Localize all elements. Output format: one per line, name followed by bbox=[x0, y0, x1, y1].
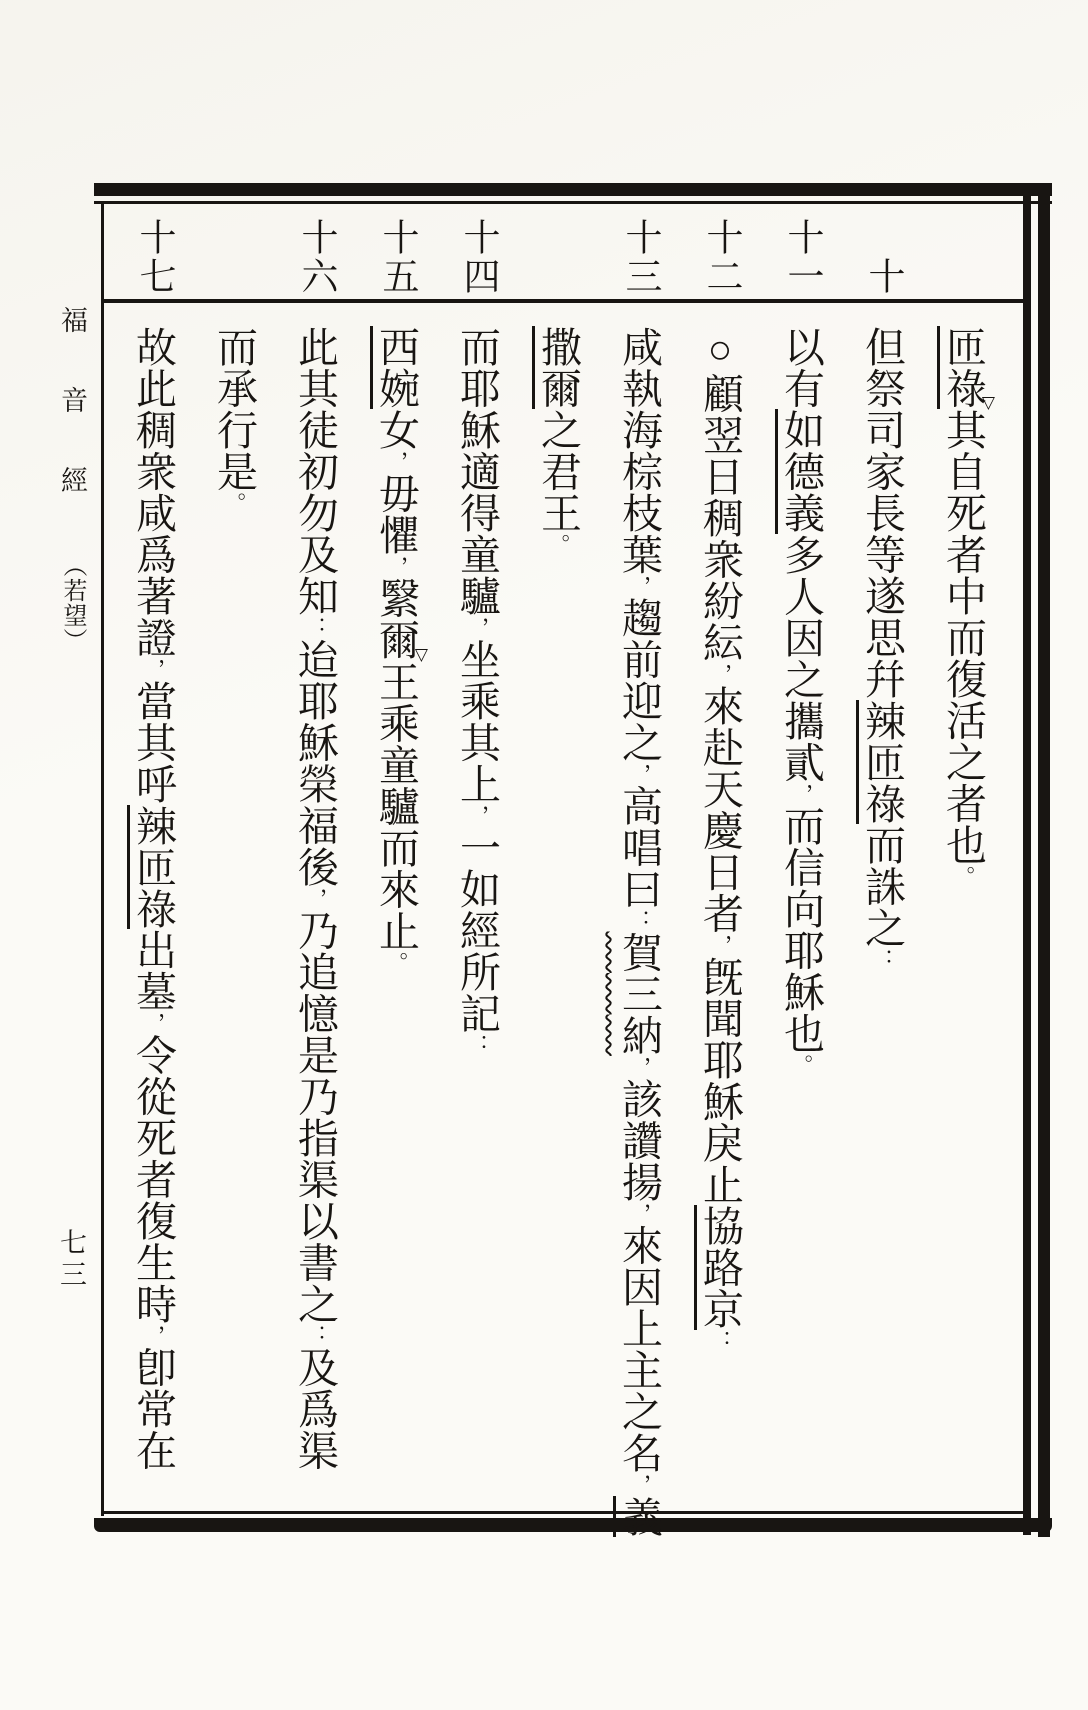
punctuation: ， bbox=[384, 555, 409, 578]
text-run: 咸執海棕枝葉，趨前迎之，高唱曰： bbox=[616, 326, 662, 932]
text-run: 而承行是。 bbox=[211, 326, 257, 514]
text-run: ○顧翌日稠衆紛紜，來赴天慶日者，旣聞耶穌戾止 bbox=[697, 326, 743, 1205]
verse-number-empty bbox=[923, 206, 1004, 302]
punctuation: 。 bbox=[789, 1053, 814, 1076]
verse-number: 十五 bbox=[376, 218, 417, 296]
punctuation: 。 bbox=[546, 533, 571, 556]
text-column bbox=[599, 326, 680, 1537]
text-run bbox=[697, 1330, 743, 1352]
text-run: 之君王。 bbox=[535, 409, 581, 556]
punctuation: ， bbox=[627, 575, 652, 597]
proper-name-mark: 匝祿 bbox=[937, 326, 986, 409]
text-column bbox=[842, 326, 923, 1518]
text-run: 女，毋懼，繄爾 bbox=[373, 409, 419, 661]
proper-name-mark: 辣匝祿 bbox=[127, 805, 176, 930]
text-column bbox=[356, 326, 437, 1518]
book-subtitle-text: （若望） bbox=[59, 552, 85, 653]
punctuation: ， bbox=[303, 887, 328, 910]
proper-name-mark: 協路京 bbox=[694, 1205, 743, 1330]
punctuation: ， bbox=[627, 1202, 652, 1225]
text-run: 出墓，令從死者復生時，卽常在 bbox=[130, 929, 176, 1471]
text-run: 多人因之攜貳，而信向耶穌也。 bbox=[778, 533, 824, 1076]
text-run: ，該讚揚，來因上主之名， bbox=[616, 1056, 662, 1496]
punctuation: ， bbox=[627, 1056, 652, 1078]
text-run: 而誅之： bbox=[859, 824, 905, 971]
punctuation: ： bbox=[870, 948, 895, 971]
verse-number: 十七 bbox=[133, 218, 174, 296]
verse-number: 十三 bbox=[619, 218, 660, 296]
text-column bbox=[275, 326, 356, 1518]
page-number: 七三 bbox=[56, 1228, 86, 1292]
punctuation: ： bbox=[465, 1034, 490, 1056]
text-run: 其自死者中而復活之者也。 bbox=[940, 409, 986, 888]
verse-number: 十二 bbox=[700, 218, 741, 296]
punctuation: ： bbox=[303, 616, 328, 639]
punctuation: ， bbox=[141, 1012, 166, 1034]
proper-name-mark: 辣匝祿 bbox=[856, 700, 905, 825]
verse-number-empty bbox=[194, 206, 275, 302]
punctuation: ： bbox=[708, 1329, 733, 1352]
punctuation: ， bbox=[141, 658, 166, 680]
frame-right-outer-border bbox=[1038, 183, 1050, 1537]
punctuation: ， bbox=[465, 804, 490, 827]
punctuation: ， bbox=[708, 934, 733, 956]
punctuation: ， bbox=[708, 663, 733, 685]
punctuation: ： bbox=[627, 909, 652, 932]
frame-top-thin-border bbox=[94, 201, 1052, 204]
frame-top-thick-border bbox=[94, 183, 1052, 196]
punctuation: 。 bbox=[384, 951, 409, 973]
punctuation: ， bbox=[141, 1324, 166, 1347]
verse-number-empty bbox=[518, 206, 599, 302]
punctuation: ： bbox=[303, 1324, 328, 1347]
book-title bbox=[52, 306, 92, 666]
proper-name-mark: 如德義 bbox=[775, 409, 824, 534]
text-run: 而耶穌適得童驢，坐乘其上，一如經所記： bbox=[454, 326, 500, 1056]
punctuation: ， bbox=[789, 782, 814, 805]
punctuation: 。 bbox=[951, 865, 976, 888]
verse-number: 十 bbox=[862, 257, 903, 296]
verse-number: 十四 bbox=[457, 218, 498, 296]
punctuation: ， bbox=[384, 450, 409, 473]
text-column bbox=[923, 326, 1004, 1518]
text-run: 以有 bbox=[778, 326, 824, 409]
punctuation: 。 bbox=[222, 492, 247, 514]
text-column bbox=[518, 326, 599, 1518]
text-run: 但祭司家長等遂思幷 bbox=[859, 326, 905, 700]
proper-name-mark: 西婉 bbox=[370, 326, 419, 409]
text-column bbox=[113, 326, 194, 1518]
verse-number: 十一 bbox=[781, 218, 822, 296]
text-column bbox=[680, 326, 761, 1518]
book-title-text: 福音經 bbox=[57, 306, 87, 546]
frame-left-border bbox=[101, 201, 104, 1516]
punctuation: ， bbox=[627, 763, 652, 785]
verse-number: 十六 bbox=[295, 218, 336, 296]
frame-right-inner-border bbox=[1023, 183, 1031, 1535]
proper-name-mark: 撒爾 bbox=[532, 326, 581, 409]
verse-number-row bbox=[113, 206, 1004, 302]
punctuation: ， bbox=[627, 1473, 652, 1496]
text-body bbox=[113, 326, 1004, 1537]
text-run: 此其徒初勿及知：迨耶穌榮福後，乃追憶是乃指渠以書之：及爲渠 bbox=[292, 326, 338, 1471]
text-run: 故此稠衆咸爲著證，當其呼 bbox=[130, 326, 176, 805]
punctuation: ， bbox=[465, 616, 490, 639]
frame-bottom-thick-border bbox=[94, 1518, 1052, 1532]
text-column bbox=[437, 326, 518, 1518]
text-column bbox=[194, 326, 275, 1518]
text-run: 王乘童驢而來止。 bbox=[373, 660, 419, 973]
text-column bbox=[761, 326, 842, 1518]
transliteration-mark: 賀三納 bbox=[616, 931, 662, 1056]
proper-name-mark: 義 bbox=[613, 1496, 662, 1538]
